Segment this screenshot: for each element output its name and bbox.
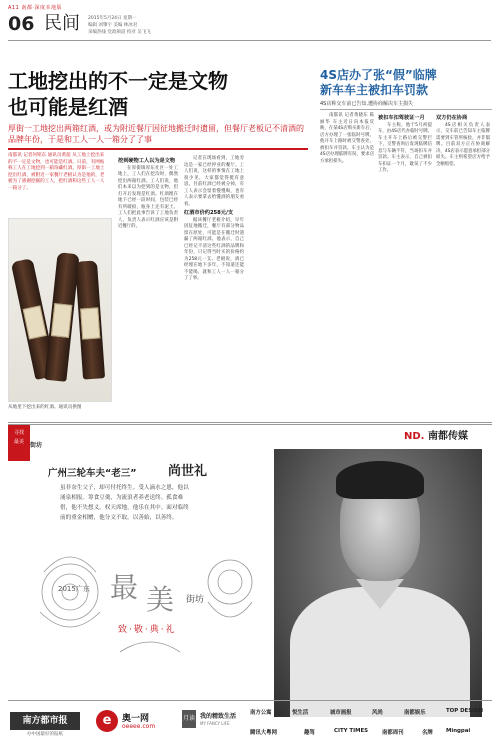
side-headline-line-1: 4S店办了张“假”临牌 <box>320 68 437 82</box>
side-column-2 <box>378 113 432 175</box>
header-info-line: 编辑 刘肇宇 美编 林冰君 <box>88 23 138 28</box>
campaign-char-mei: 美 <box>146 583 175 616</box>
partner-logo: 名牌 <box>422 730 433 736</box>
portrait-photo <box>274 449 482 717</box>
nandu-logo: 南方都市报 <box>10 712 80 730</box>
article-column-1 <box>118 156 178 231</box>
column-heading: 被扣车扣驾驶证一月 <box>378 115 425 121</box>
yuedu-tag: 月读 <box>182 710 196 728</box>
partner-logo: 风尚 <box>372 710 383 716</box>
oeee-name: 奥一网 <box>122 714 150 724</box>
side-column-1 <box>320 113 374 165</box>
article-lead: 南都讯 记者何铭东 通讯员黄超 从工地上挖出来的不一定是文物，也可能是红酒。日前，有网帖称工人在工地挖到一箱珍藏红酒。厚街一工地上挖出红酒，被附近一家餐厅老板认为是他的，老板为了感谢挖掘的工人，把红酒和这些工人一人一箱分了。 <box>8 153 105 191</box>
brand-name: 南都传媒 <box>427 431 468 442</box>
media-brand-logo <box>404 427 468 442</box>
partner-logo: 悦生活 <box>292 710 309 716</box>
headline-line-2: 也可能是红酒 <box>8 95 128 119</box>
ad-person-name: 尚世礼 <box>168 464 208 479</box>
partner-logo: CITY TIMES <box>334 728 369 734</box>
page-number: 06 <box>8 13 35 35</box>
partner-logo: 南都娱乐 <box>404 710 426 716</box>
brand-prefix: ND. <box>404 431 425 442</box>
edition-strip: A11 南都·深度本地版 <box>8 5 62 11</box>
oeee-url: oeeee.com <box>122 723 156 730</box>
wine-bottle-image <box>44 252 79 382</box>
partner-logos <box>246 706 492 746</box>
campaign-badge <box>8 425 30 461</box>
partner-logo: 趣驾 <box>304 730 315 736</box>
side-subheadline: 4S店称交车前已告知,遭协商解决车主损失 <box>320 101 413 107</box>
header-info-line: 2015年5月24日 星期一 <box>88 16 137 21</box>
ad-body-text: 虽非奈生父子，却可付托终生。受人滴水之恩，他以涌泉相报。筹食豆羹，为流浪者养老送终。孤食难借，他不失想义。权天席地，他乐在其中。面对临终前的重金相赠，他分文不取。以善始，以善终。 <box>60 485 189 521</box>
header-info <box>88 15 151 36</box>
wine-photo <box>8 218 112 402</box>
side-column-3 <box>436 113 490 168</box>
badge-side-text: 街坊 <box>30 442 43 449</box>
campaign-salute: 致·敬·典·礼 <box>118 625 177 635</box>
photo-caption: 从地里下挖出来的红酒。通讯员供图 <box>8 405 82 410</box>
partner-logo: 南都周刊 <box>382 730 404 736</box>
column-heading: 双方仍在协商 <box>436 115 468 121</box>
column-text: 据该餐厅老板介绍，早年因征地搬迁，餐厅有部分物品留在原处，可能是在搬迁时遗漏了两箱红酒。他表示，自己已经记不清这些红酒的品牌和年份，只记得当时买的价格约为258元一支。老板说，酒已经埋在地下多年，不知道还能不能喝，就和工人一人一箱分了了事。 <box>184 217 244 281</box>
portrait-hair <box>336 461 424 499</box>
section-name: 民间 <box>44 13 80 34</box>
campaign-char-zui: 最 <box>110 571 139 604</box>
column-text: 车主称，他于5月初提车，由4S店代办临时号牌。车主开车上路后被交警拦下，交警查询后发现临牌信息与车辆不符，当场扣车并罚款。车主表示，自己被扣车扣证一个月，耽误了不少工作。 <box>378 122 432 173</box>
nandu-slogan: 办中国最好的报纸 <box>27 732 63 737</box>
column-text: 南都讯 记者黄晓东 陈丽华 车主近日向本报反映，在某4S店购买新车后，店方办理了一张临时号牌，他开车上路时被交警查处，被扣车并罚款。车主认为是4S店办理临牌有误，要求店方承担损失。 <box>320 113 374 164</box>
side-headline <box>320 68 492 98</box>
campaign-year: 2015广东 <box>58 585 90 593</box>
header-info-line: 采编热线 党政频道 校对 吴飞飞 <box>88 30 151 35</box>
wine-bottle-image <box>75 260 105 379</box>
headline-rule <box>8 148 308 150</box>
campaign-jiefang: 街坊 <box>186 595 205 605</box>
article-headline <box>8 68 308 120</box>
partner-logo: 南方公寓 <box>250 710 272 716</box>
column-text: 在厚街镇厚东社区一处工地上，工人们在挖沟时，偶然挖出两箱红酒。工人们说，他们本来以为挖到的是文物，但打开后发现是红酒。红酒埋在地下已经一段时间，包装已经有所破损，瓶身上还有泥土。工人们把此事告诉了工地负责人，负责人表示红酒应该是附近餐厅的。 <box>118 165 178 229</box>
header-divider <box>8 40 491 41</box>
partner-logo: Mingpai <box>446 728 471 734</box>
badge-text-top: 寻找 <box>13 430 24 436</box>
ad-headline: 广州三轮车夫“老三” <box>48 468 137 479</box>
fancy-life-title: 我的精致生活 <box>200 713 237 720</box>
article-column-2 <box>184 156 244 283</box>
partner-logo: 城市画报 <box>330 710 352 716</box>
fancy-life-sub: MY FANCY LIFE <box>200 721 230 726</box>
badge-text-mid: 最美 <box>13 439 24 445</box>
headline-line-1: 工地挖出的不一定是文物 <box>8 69 228 93</box>
oeee-logo-icon: e <box>96 710 118 732</box>
side-divider <box>320 109 492 110</box>
partner-logo: TOP DESIGN <box>446 708 484 714</box>
column-text: 记者在现场看到，工地旁边是一家已经停业的餐厅。工人们说，这样的事情在工地上很少见，大家都觉得挺有意思。目前红酒已经被分掉，有工人表示会留着慢慢喝，也有人表示要拿去给懂酒的朋友看看。 <box>184 156 244 207</box>
partner-logo: 腾讯大粤网 <box>250 730 277 736</box>
side-headline-line-2: 新车车主被扣车罚款 <box>320 83 429 97</box>
column-text: 4S店相关负责人表示，交车前已告知车主临牌需要到车管所核验，并非假牌。目前双方正在协商解决，4S店表示愿意承担部分损失。车主则希望店方给予全额赔偿。 <box>436 122 490 167</box>
column-heading: 红酒市价约258元/支 <box>184 210 234 216</box>
article-subheadline: 厚街一工地挖出两箱红酒，或为附近餐厅因征地搬迁时遗留，但餐厅老板记不清酒的品牌年份，于是和工人一人一箱分了了事 <box>8 124 304 144</box>
column-heading: 挖到硬物工人以为是文物 <box>118 158 176 164</box>
